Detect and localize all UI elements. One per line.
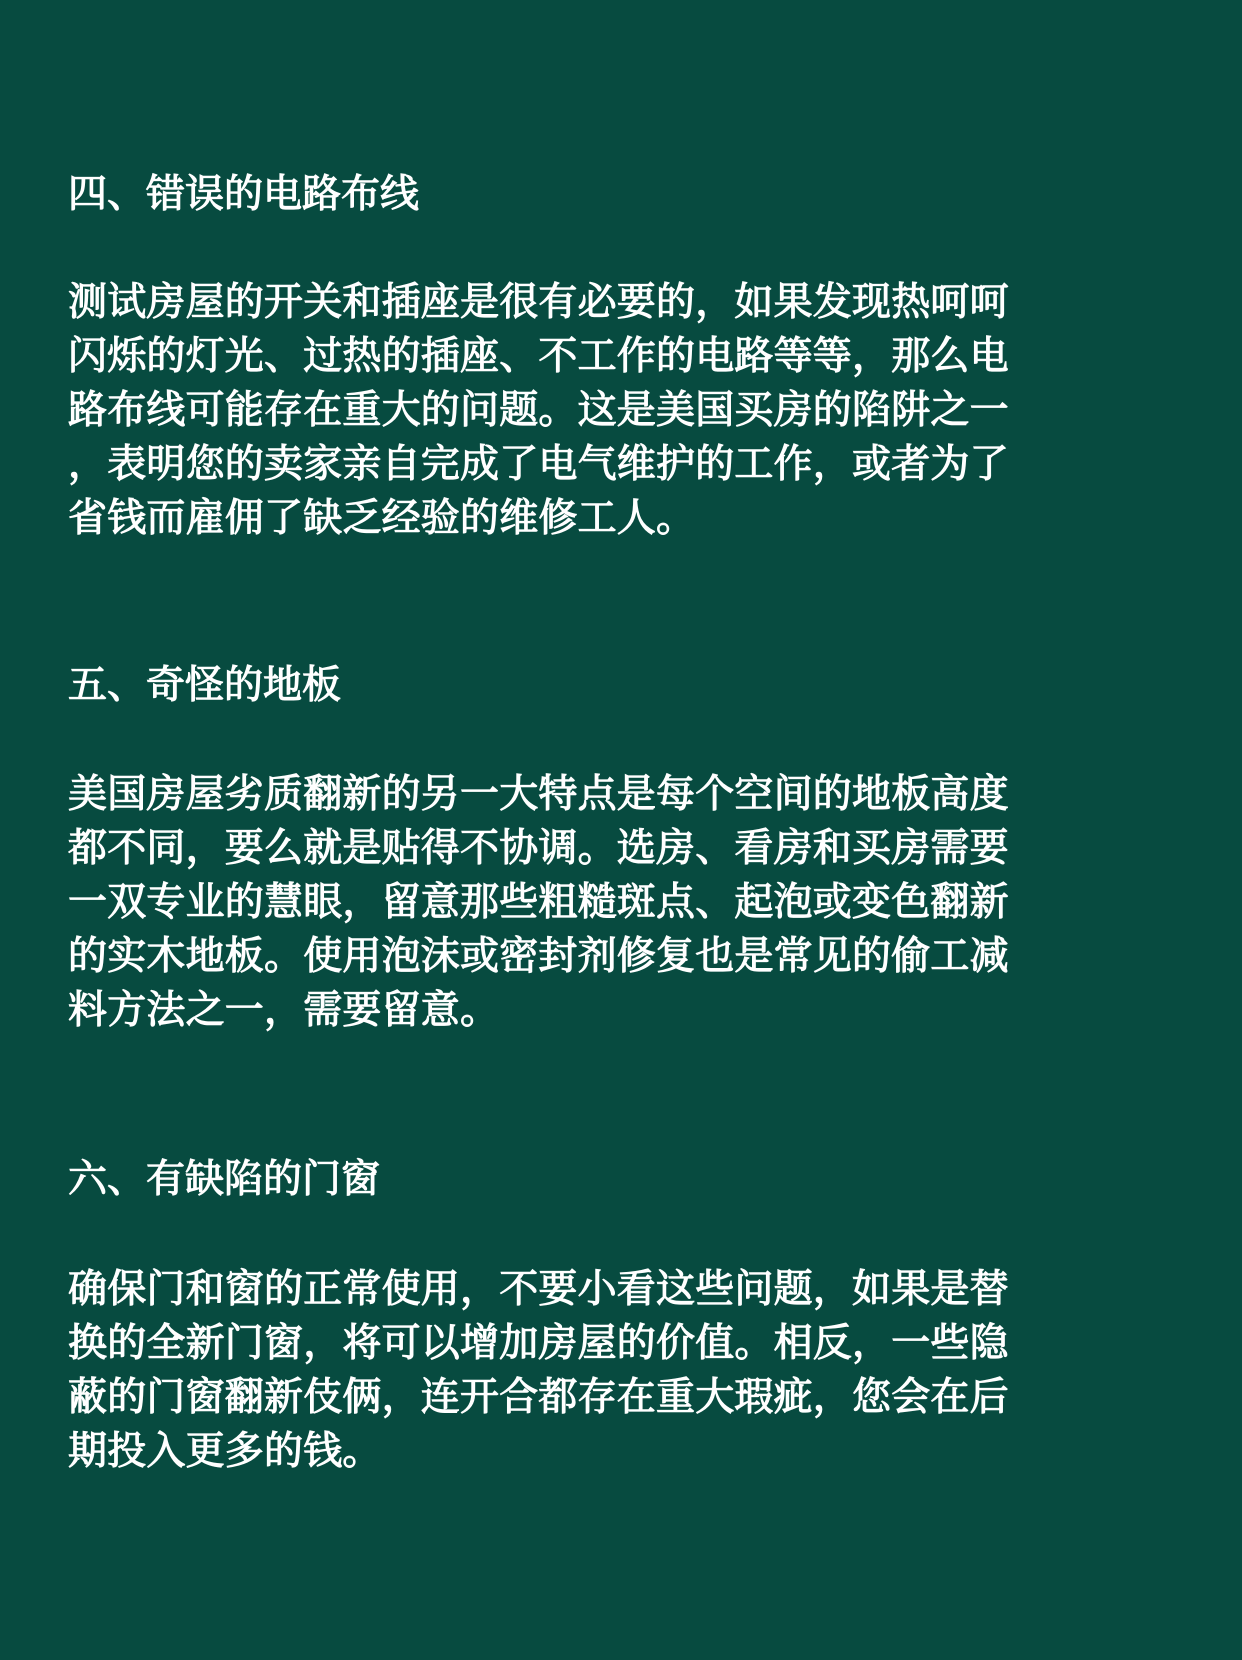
section-4-heading: 四、错误的电路布线 — [68, 172, 420, 217]
section-5-heading: 五、奇怪的地板 — [68, 663, 342, 708]
section-6-body: 确保门和窗的正常使用，不要小看这些问题，如果是替 换的全新门窗，将可以增加房屋的价值。相反，一些隐 蔽的门窗翻新伎俩，连开合都存在重大瑕疵，您会在后 期投入更多的钱。 — [68, 1267, 1009, 1474]
section-4-body: 测试房屋的开关和插座是很有必要的，如果发现热呵呵 闪烁的灯光、过热的插座、不工作的电路等等，那么电 路布线可能存在重大的问题。这是美国买房的陷阱之一 ，表明您的卖家亲自完成了电气维护的工作，或者为了 省钱而雇佣了缺乏经验的维修工人。 — [68, 280, 1009, 541]
section-6-heading: 六、有缺陷的门窗 — [68, 1157, 381, 1202]
section-5-body: 美国房屋劣质翻新的另一大特点是每个空间的地板高度 都不同，要么就是贴得不协调。选房、看房和买房需要 一双专业的慧眼，留意那些粗糙斑点、起泡或变色翻新 的实木地板。使用泡沫或密封剂修复也是常见的偷工减 料方法之一，需要留意。 — [68, 772, 1009, 1033]
